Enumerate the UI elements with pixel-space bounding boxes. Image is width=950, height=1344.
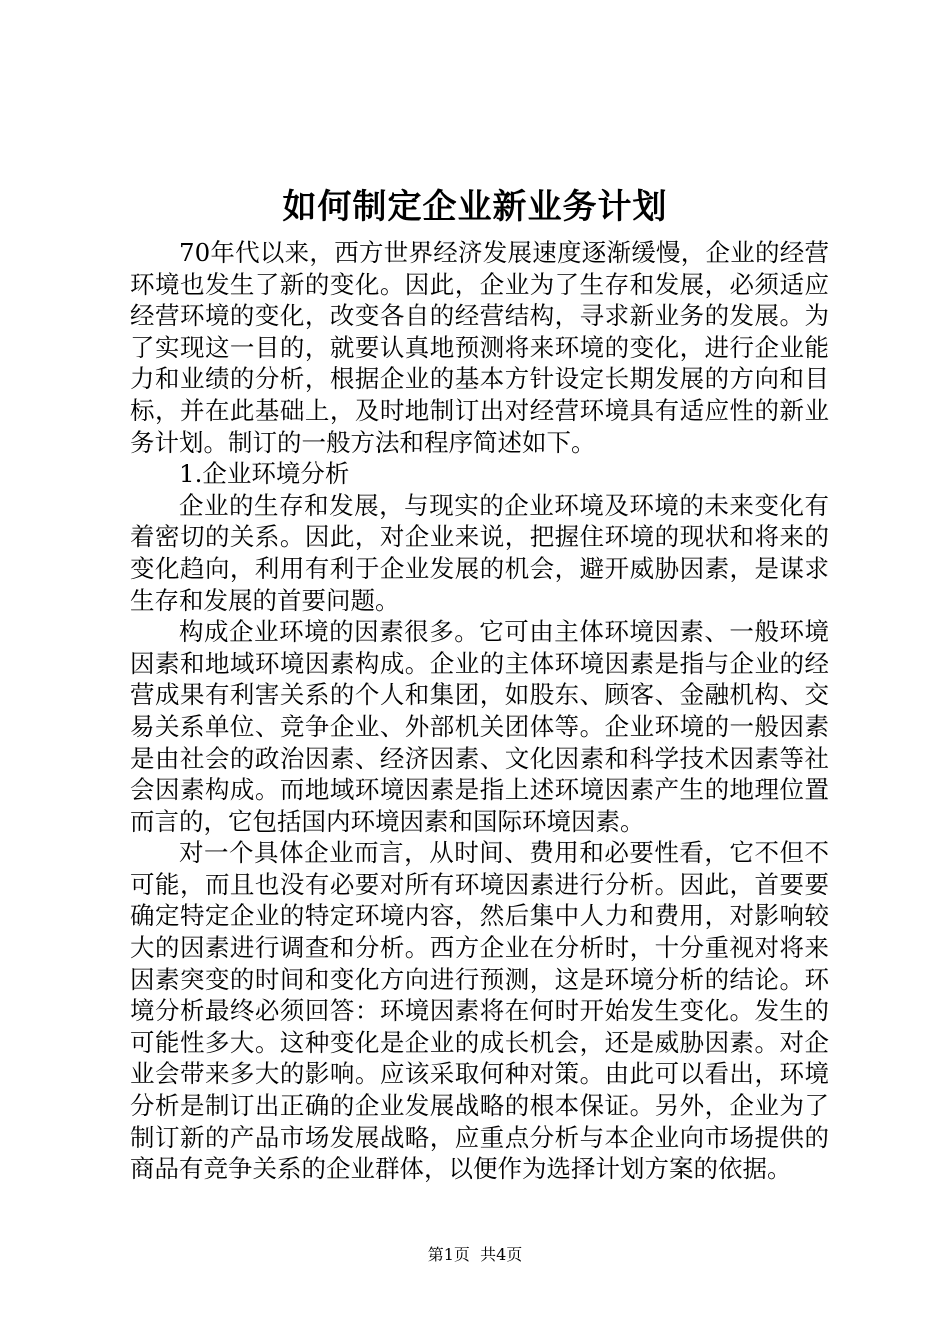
page-footer: [0, 1243, 950, 1267]
paragraph-environment-importance: 企业的生存和发展，与现实的企业环境及环境的未来变化有着密切的关系。因此，对企业来说，把握住环境的现状和将来的变化趋向，利用有利于企业发展的机会，避开威胁因素，是谋求生存和发展的首要问题。: [130, 490, 829, 615]
document-title: 如何制定企业新业务计划: [282, 187, 668, 227]
paragraph-intro: 70年代以来，西方世界经济发展速度逐渐缓慢，企业的经营环境也发生了新的变化。因此，企业为了生存和发展，必须适应经营环境的变化，改变各自的经营结构，寻求新业务的发展。为了实现这一目的，就要认真地预测将来环境的变化，进行企业能力和业绩的分析，根据企业的基本方针设定长期发展的方向和目标，并在此基础上，及时地制订出对经营环境具有适应性的新业务计划。制订的一般方法和程序简述如下。: [130, 238, 829, 457]
paragraph-environment-method: 对一个具体企业而言，从时间、费用和必要性看，它不但不可能，而且也没有必要对所有环境因素进行分析。因此，首要要确定特定企业的特定环境内容，然后集中人力和费用，对影响较大的因素进行调查和分析。西方企业在分析时，十分重视对将来因素突变的时间和变化方向进行预测，这是环境分析的结论。环境分析最终必须回答：环境因素将在何时开始发生变化。发生的可能性多大。这种变化是企业的成长机会，还是威胁因素。对企业会带来多大的影响。应该采取何种对策。由此可以看出，环境分析是制订出正确的企业发展战略的根本保证。另外，企业为了制订新的产品市场发展战略，应重点分析与本企业向市场提供的商品有竞争关系的企业群体，以便作为选择计划方案的依据。: [130, 838, 829, 1184]
page-total: 共4页: [480, 1245, 523, 1264]
page-number: 第1页: [427, 1245, 470, 1264]
section-heading-environment-analysis: 1.企业环境分析: [179, 459, 350, 489]
footer-spacer: [470, 1245, 480, 1264]
paragraph-environment-factors: 构成企业环境的因素很多。它可由主体环境因素、一般环境因素和地域环境因素构成。企业的主体环境因素是指与企业的经营成果有利害关系的个人和集团，如股东、顾客、金融机构、交易关系单位、竞争企业、外部机关团体等。企业环境的一般因素是由社会的政治因素、经济因素、文化因素和科学技术因素等社会因素构成。而地域环境因素是指上述环境因素产生的地理位置而言的，它包括国内环境因素和国际环境因素。: [130, 617, 829, 836]
document-body: [130, 237, 829, 1185]
